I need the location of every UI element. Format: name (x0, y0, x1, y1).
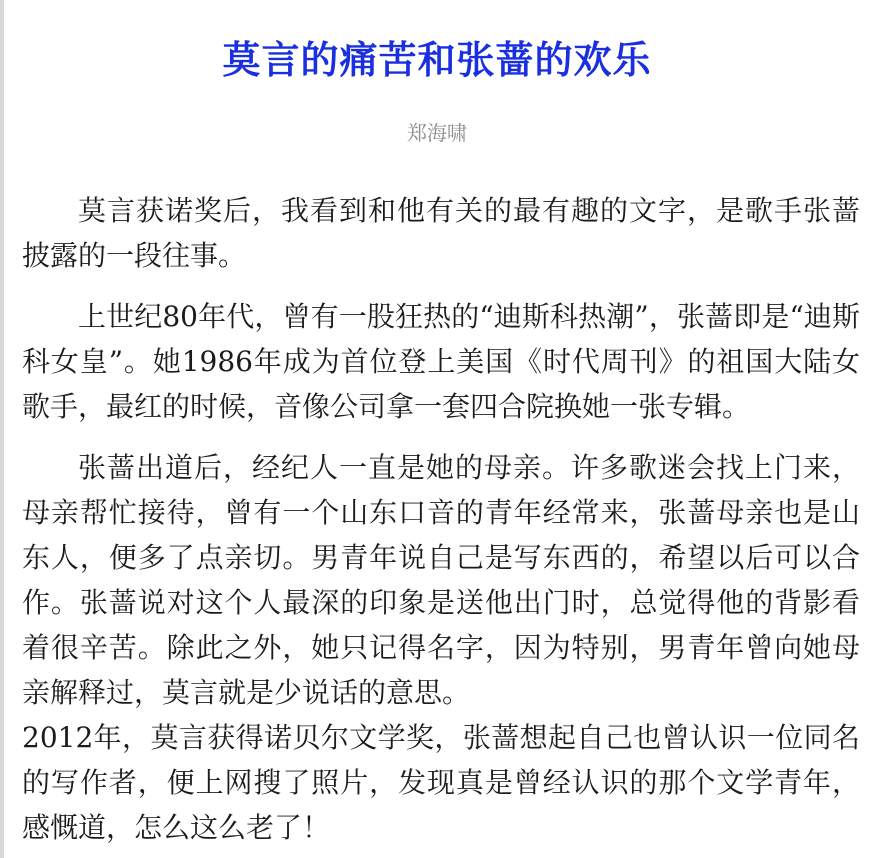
article-body (22, 188, 860, 858)
article-title: 莫言的痛苦和张蔷的欢乐 (222, 38, 652, 82)
paragraph-2: 上世纪80年代，曾有一股狂热的“迪斯科热潮”，张蔷即是“迪斯科女皇”。她1986年成为首位登上美国《时代周刊》的祖国大陆女歌手，最红的时候，音像公司拿一套四合院换她一张专辑。 (22, 300, 860, 423)
article-author: 郑海啸 (407, 121, 467, 145)
paragraph-3: 张蔷出道后，经纪人一直是她的母亲。许多歌迷会找上门来，母亲帮忙接待，曾有一个山东口音的青年经常来，张蔷母亲也是山东人，便多了点亲切。男青年说自己是写东西的，希望以后可以合作。张蔷说对这个人最深的印象是送他出门时，总觉得他的背影看着很辛苦。除此之外，她只记得名字，因为特别，男青年曾向她母亲解释过，莫言就是少说话的意思。 (22, 451, 860, 709)
paragraph-1: 莫言获诺奖后，我看到和他有关的最有趣的文字，是歌手张蔷披露的一段往事。 (22, 194, 860, 272)
paragraph-4: 2012年，莫言获得诺贝尔文学奖，张蔷想起自己也曾认识一位同名的写作者，便上网搜了照片，发现真是曾经认识的那个文学青年，感慨道，怎么这么老了！ (22, 721, 860, 844)
